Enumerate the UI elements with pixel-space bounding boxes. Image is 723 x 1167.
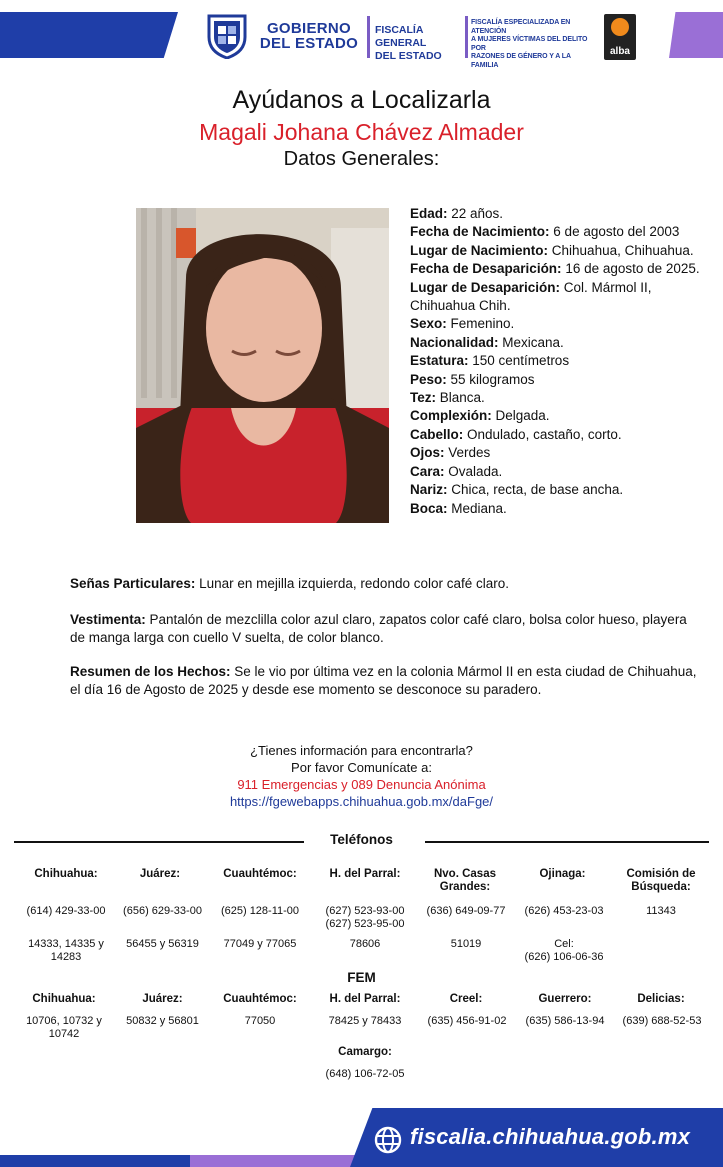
tel-header-ojinaga: Ojinaga: bbox=[539, 868, 586, 880]
footer-url-link[interactable]: fiscalia.chihuahua.gob.mx bbox=[410, 1124, 691, 1149]
detail-value: 22 años. bbox=[447, 206, 504, 221]
fem-header-delicias: Delicias: bbox=[637, 993, 685, 1005]
senas-label: Señas Particulares: bbox=[70, 576, 196, 591]
alba-logo-text: alba bbox=[609, 46, 630, 57]
fem-number: (635) 456-91-02 bbox=[427, 1015, 507, 1027]
contact-url-link[interactable]: https://fgewebapps.chihuahua.gob.mx/daFge/ bbox=[229, 794, 494, 809]
detail-row bbox=[410, 389, 715, 407]
emergency-numbers: 911 Emergencias y 089 Denuncia Anónima bbox=[237, 777, 486, 792]
fiscalia-especializada-line-1: FISCALÍA ESPECIALIZADA EN ATENCIÓN bbox=[471, 19, 571, 35]
detail-row bbox=[410, 315, 715, 333]
detail-row bbox=[410, 242, 715, 260]
person-name: Magali Johana Chávez Almader bbox=[199, 119, 524, 145]
header-blue-band bbox=[0, 12, 178, 58]
fem-number: 77050 bbox=[244, 1015, 276, 1027]
fem-number: 50832 y 56801 bbox=[126, 1015, 199, 1027]
detail-row bbox=[410, 444, 715, 462]
detail-row bbox=[410, 407, 715, 425]
fem-header-chihuahua: Chihuahua: bbox=[32, 993, 96, 1005]
detail-row bbox=[410, 500, 715, 518]
detail-row bbox=[410, 223, 715, 241]
fiscalia-especializada-title bbox=[471, 19, 599, 70]
header-divider bbox=[465, 16, 468, 58]
tel-number: (656) 629-33-00 bbox=[123, 905, 202, 917]
tel-header-nvo-casas-grandes: Nvo. Casas Grandes: bbox=[433, 868, 496, 893]
tel-extension: 56455 y 56319 bbox=[126, 938, 199, 950]
tel-extension: 78606 bbox=[349, 938, 381, 950]
tel-number: (614) 429-33-00 bbox=[26, 905, 106, 917]
detail-row bbox=[410, 463, 715, 481]
detail-label: Nariz: bbox=[410, 482, 448, 498]
tel-number: 11343 bbox=[646, 905, 676, 917]
detail-value: Mediana. bbox=[447, 500, 507, 516]
tel-number: (636) 649-09-77 bbox=[426, 905, 506, 917]
detail-value: 150 centímetros bbox=[468, 353, 570, 369]
resumen-label: Resumen de los Hechos: bbox=[70, 664, 231, 679]
state-shield-icon bbox=[206, 13, 248, 59]
detail-label: Ojos: bbox=[410, 445, 445, 461]
missing-person-photo bbox=[136, 208, 389, 523]
tel-header-juarez: Juárez: bbox=[139, 868, 181, 880]
fiscalia-general-title bbox=[375, 24, 463, 63]
footer-purple-band bbox=[190, 1155, 365, 1167]
fiscalia-general-line-2: DEL ESTADO bbox=[375, 50, 442, 62]
page-title: Ayúdanos a Localizarla bbox=[232, 86, 491, 114]
fem-header-camargo: Camargo: bbox=[338, 1046, 392, 1058]
detail-row bbox=[410, 426, 715, 444]
detail-value: Ovalada. bbox=[444, 463, 503, 479]
contact-question: ¿Tienes información para encontrarla? bbox=[250, 743, 473, 758]
fem-header-guerrero: Guerrero: bbox=[538, 993, 592, 1005]
detail-value: 16 de agosto de 2025. bbox=[561, 261, 700, 277]
gobierno-title bbox=[254, 21, 364, 51]
detail-label: Lugar de Nacimiento: bbox=[410, 242, 549, 258]
detail-label: Edad: bbox=[410, 206, 448, 221]
tel-header-comision-busqueda: Comisión de Búsqueda: bbox=[626, 868, 696, 893]
fiscalia-especializada-line-3: RAZONES DE GÉNERO Y A LA FAMILIA bbox=[471, 53, 571, 69]
detail-label: Sexo: bbox=[410, 316, 447, 332]
fem-header-cuauhtemoc: Cuauhtémoc: bbox=[223, 993, 297, 1005]
header-purple-band bbox=[669, 12, 723, 58]
detail-label: Fecha de Desaparición: bbox=[410, 261, 562, 277]
fem-number: (648) 106-72-05 bbox=[325, 1068, 405, 1080]
fem-header-juarez: Juárez: bbox=[142, 993, 183, 1005]
contact-block bbox=[0, 742, 723, 810]
tel-extension: Cel: (626) 106-06-36 bbox=[524, 938, 604, 963]
detail-row bbox=[410, 260, 715, 278]
section-subtitle: Datos Generales: bbox=[283, 148, 440, 170]
telefonos-title: Teléfonos bbox=[330, 832, 393, 847]
fem-number: (639) 688-52-53 bbox=[622, 1015, 702, 1027]
detail-value: Ondulado, castaño, corto. bbox=[463, 426, 622, 442]
tel-header-parral: H. del Parral: bbox=[329, 868, 401, 880]
detail-row bbox=[410, 371, 715, 389]
vestimenta-label: Vestimenta: bbox=[70, 612, 146, 627]
globe-icon bbox=[373, 1125, 403, 1155]
detail-label: Cara: bbox=[410, 463, 445, 479]
detail-value: Blanca. bbox=[436, 390, 485, 406]
detail-label: Boca: bbox=[410, 500, 448, 516]
detail-label: Estatura: bbox=[410, 353, 469, 369]
detail-value: 55 kilogramos bbox=[446, 371, 535, 387]
detail-row bbox=[410, 279, 715, 316]
alba-logo bbox=[604, 14, 636, 60]
detail-value: Delgada. bbox=[491, 408, 550, 424]
fiscalia-general-line-1: FISCALÍA GENERAL bbox=[375, 24, 427, 49]
fem-header-creel: Creel: bbox=[449, 993, 483, 1005]
detail-label: Lugar de Desaparición: bbox=[410, 279, 561, 295]
detail-label: Peso: bbox=[410, 371, 447, 387]
senas-particulares bbox=[70, 575, 700, 593]
fem-number: 78425 y 78433 bbox=[328, 1015, 402, 1027]
detail-label: Complexión: bbox=[410, 408, 492, 424]
fem-number: (635) 586-13-94 bbox=[525, 1015, 605, 1027]
detail-row bbox=[410, 334, 715, 352]
detail-value: 6 de agosto del 2003 bbox=[549, 224, 680, 240]
tel-number: (625) 128-11-00 bbox=[220, 905, 300, 917]
tel-extension: 77049 y 77065 bbox=[223, 938, 297, 950]
detail-row bbox=[410, 481, 715, 499]
portrait-illustration bbox=[136, 208, 389, 523]
tel-extension: 14333, 14335 y 14283 bbox=[28, 938, 104, 963]
detail-label: Fecha de Nacimiento: bbox=[410, 224, 550, 240]
tel-number: (626) 453-23-03 bbox=[524, 905, 604, 917]
detail-value: Col. Mármol II, Chihuahua Chih. bbox=[410, 279, 652, 314]
gobierno-line-2: DEL ESTADO bbox=[259, 35, 359, 52]
senas-value: Lunar en mejilla izquierda, redondo color café claro. bbox=[195, 576, 510, 591]
contact-request: Por favor Comunícate a: bbox=[291, 760, 432, 775]
header bbox=[0, 0, 723, 80]
detail-row bbox=[410, 352, 715, 370]
alba-sun-icon bbox=[611, 18, 629, 36]
detail-value: Chihuahua, Chihuahua. bbox=[548, 242, 694, 258]
tel-number: (627) 523-93-00 (627) 523-95-00 bbox=[325, 905, 405, 930]
vestimenta bbox=[70, 611, 700, 646]
detail-label: Tez: bbox=[410, 390, 436, 406]
detail-value: Chica, recta, de base ancha. bbox=[447, 482, 624, 498]
header-divider bbox=[367, 16, 370, 58]
vestimenta-value: Pantalón de mezclilla color azul claro, zapatos color café claro, bolsa color hueso, playera de manga larga con cuello V suelta, de color blanco. bbox=[70, 612, 687, 645]
fem-header-parral: H. del Parral: bbox=[329, 993, 401, 1005]
tel-header-cuauhtemoc: Cuauhtémoc: bbox=[223, 868, 297, 880]
detail-value: Verdes bbox=[444, 445, 491, 461]
detail-value: Mexicana. bbox=[498, 334, 564, 350]
fem-title: FEM bbox=[347, 970, 376, 985]
detail-row bbox=[410, 205, 715, 223]
detail-value: Femenino. bbox=[446, 316, 515, 332]
fem-number: 10706, 10732 y 10742 bbox=[26, 1015, 102, 1040]
detail-label: Nacionalidad: bbox=[410, 334, 499, 350]
tel-header-chihuahua: Chihuahua: bbox=[34, 868, 98, 880]
resumen-value: Se le vio por última vez en la colonia Mármol II en esta ciudad de Chihuahua, el día 16 de Agosto de 2025 y desde ese momento se desconoce su paradero. bbox=[70, 664, 697, 697]
tel-extension: 51019 bbox=[450, 938, 482, 950]
fiscalia-especializada-line-2: A MUJERES VÍCTIMAS DEL DELITO POR bbox=[471, 36, 588, 52]
detail-label: Cabello: bbox=[410, 426, 464, 442]
gobierno-line-1: GOBIERNO bbox=[266, 20, 352, 37]
resumen-hechos bbox=[70, 663, 700, 698]
details-list bbox=[410, 205, 715, 518]
